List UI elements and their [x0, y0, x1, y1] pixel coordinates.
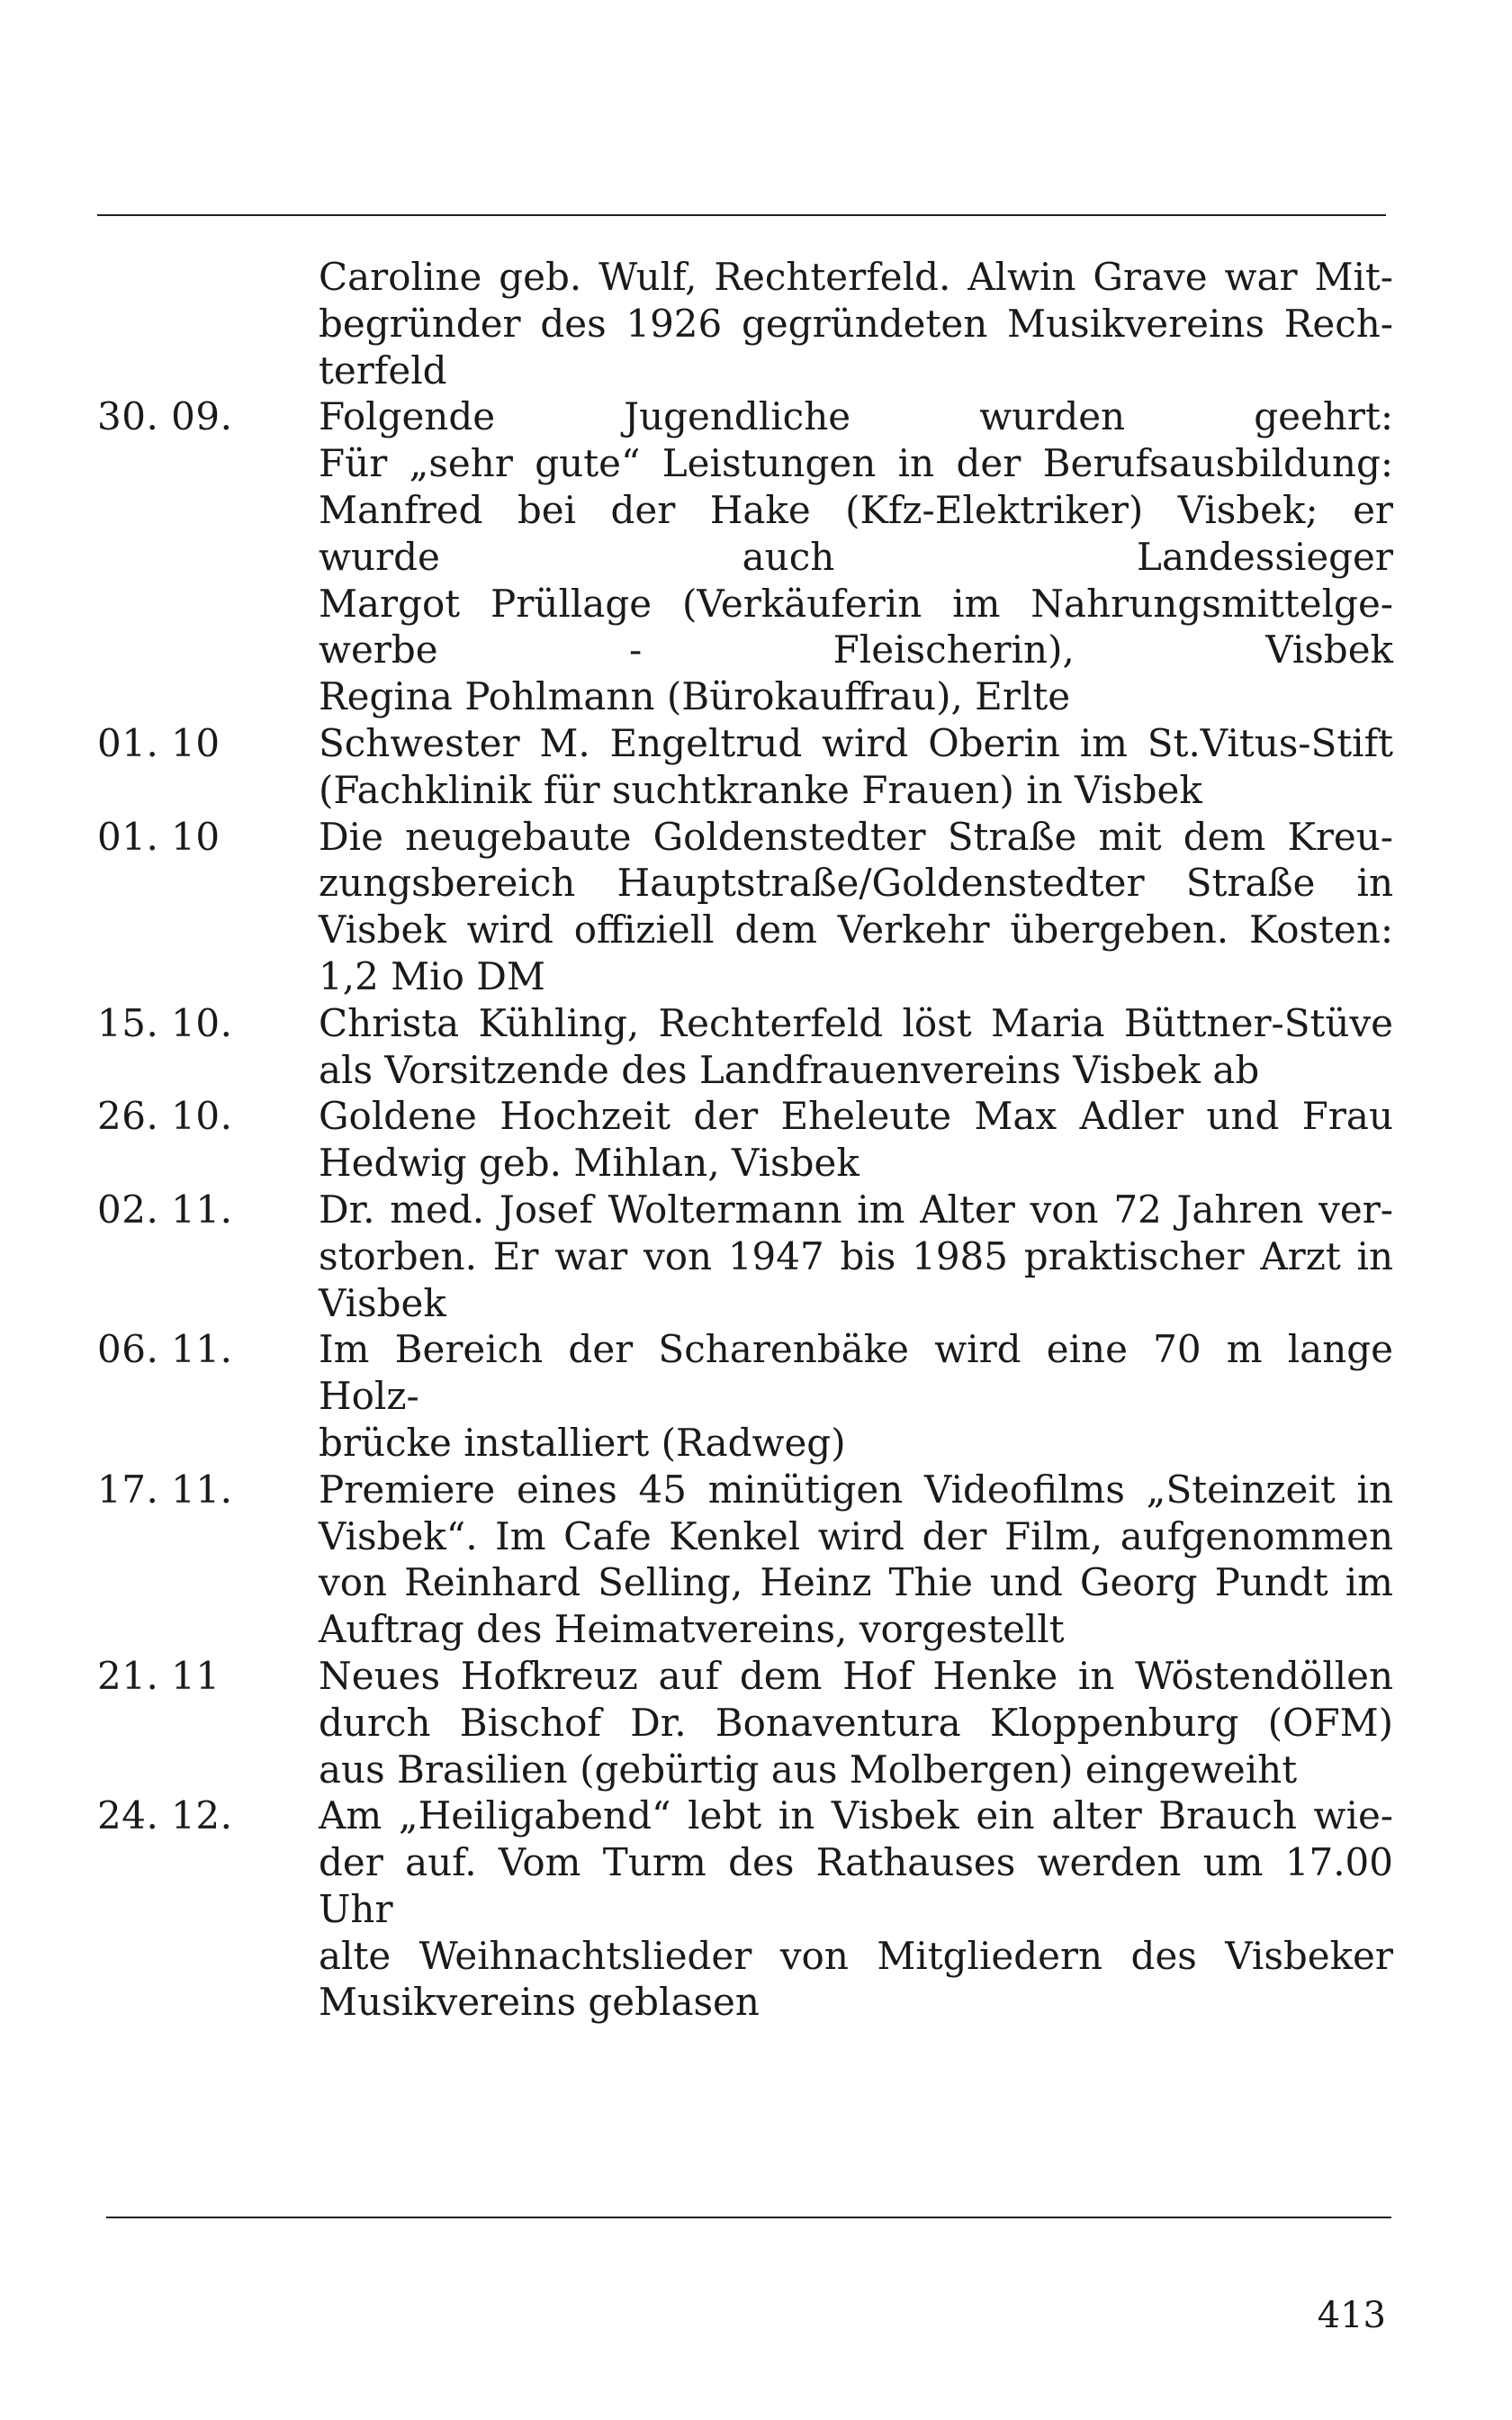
- entry-text: [319, 1326, 1393, 1466]
- entry-text-line: brücke installiert (Radweg): [319, 1420, 846, 1465]
- entry-date: 17. 11.: [97, 1467, 233, 1512]
- entry-date: 30. 09.: [97, 394, 233, 439]
- entry-text-line: begründer des 1926 gegründeten Musikvereins Rech-: [319, 301, 1393, 346]
- chronicle-entry: [97, 393, 1393, 720]
- entry-text-line: Folgende Jugendliche wurden geehrt:: [319, 394, 1393, 439]
- entry-text-line: storben. Er war von 1947 bis 1985 praktischer Arzt in: [319, 1233, 1393, 1278]
- entry-text-line: Premiere eines 45 minütigen Videofilms „Steinzeit in: [319, 1467, 1393, 1512]
- entry-text: [319, 1000, 1393, 1094]
- entry-text-line: Margot Prüllage (Verkäuferin im Nahrungsmittelge-: [319, 581, 1393, 626]
- chronicle-entry: [97, 254, 1393, 393]
- entry-date: 06. 11.: [97, 1327, 233, 1372]
- chronicle-entry: [97, 814, 1393, 1000]
- entry-text-line: alte Weihnachtslieder von Mitgliedern des Visbeker: [319, 1933, 1393, 1978]
- chronicle-entry: [97, 1326, 1393, 1466]
- entry-text-line: terfeld: [319, 348, 447, 393]
- entry-date: 01. 10: [97, 720, 220, 765]
- entry-text-line: Auftrag des Heimatvereins, vorgestellt: [319, 1607, 1065, 1652]
- entry-text-line: (Fachklinik für suchtkranke Frauen) in Visbek: [319, 767, 1202, 812]
- entry-date: 26. 10.: [97, 1094, 233, 1139]
- entry-text-line: als Vorsitzende des Landfrauenvereins Visbek ab: [319, 1047, 1260, 1092]
- entry-date: 21. 11: [97, 1653, 220, 1698]
- entry-text-line: Caroline geb. Wulf, Rechterfeld. Alwin Grave war Mit-: [319, 255, 1393, 299]
- chronicle-entry: [97, 1000, 1393, 1094]
- entry-text: [319, 1187, 1393, 1326]
- entry-text-line: Manfred bei der Hake (Kfz-Elektriker) Visbek; er: [319, 487, 1393, 532]
- entry-text-line: zungsbereich Hauptstraße/Goldenstedter Straße in: [319, 861, 1393, 906]
- entry-date: 15. 10.: [97, 1000, 233, 1045]
- entry-text-line: Am „Heiligabend“ lebt in Visbek ein alter Brauch wie-: [319, 1793, 1393, 1838]
- entry-text: [319, 1093, 1393, 1187]
- entry-date: 24. 12.: [97, 1793, 233, 1838]
- chronicle-entry: [97, 720, 1393, 814]
- entry-text-line: von Reinhard Selling, Heinz Thie und Georg Pundt im: [319, 1560, 1393, 1605]
- chronicle-list: [97, 254, 1393, 2026]
- entry-text: [319, 1792, 1393, 2026]
- entry-text-line: 1,2 Mio DM: [319, 953, 545, 998]
- entry-text-line: durch Bischof Dr. Bonaventura Kloppenburg (OFM): [319, 1700, 1393, 1745]
- entry-date: 02. 11.: [97, 1187, 233, 1232]
- entry-text: [319, 1653, 1393, 1792]
- entry-text: [319, 720, 1393, 814]
- entry-text: [319, 1467, 1393, 1653]
- entry-text-line: werbe - Fleischerin), Visbek: [319, 628, 1393, 673]
- entry-text-line: aus Brasilien (gebürtig aus Molbergen) eingeweiht: [319, 1747, 1298, 1792]
- chronicle-entry: [97, 1093, 1393, 1187]
- entry-date: 01. 10: [97, 814, 220, 859]
- entry-text-line: Visbek: [319, 1280, 446, 1325]
- top-rule: [97, 214, 1386, 216]
- entry-text-line: Regina Pohlmann (Bürokauffrau), Erlte: [319, 674, 1071, 719]
- entry-text-line: Visbek“. Im Cafe Kenkel wird der Film, aufgenommen: [319, 1513, 1393, 1558]
- entry-text-line: Die neugebaute Goldenstedter Straße mit dem Kreu-: [319, 814, 1393, 859]
- chronicle-entry: [97, 1187, 1393, 1326]
- entry-text-line: Dr. med. Josef Woltermann im Alter von 72 Jahren ver-: [319, 1187, 1393, 1232]
- entry-text-line: Für „sehr gute“ Leistungen in der Berufsausbildung:: [319, 441, 1393, 486]
- entry-text-line: Neues Hofkreuz auf dem Hof Henke in Wöstendöllen: [319, 1653, 1393, 1698]
- entry-text-line: Schwester M. Engeltrud wird Oberin im St.Vitus-Stift: [319, 720, 1393, 765]
- chronicle-entry: [97, 1467, 1393, 1653]
- entry-text-line: Hedwig geb. Mihlan, Visbek: [319, 1141, 860, 1186]
- chronicle-entry: [97, 1653, 1393, 1792]
- entry-text: [319, 254, 1393, 393]
- bottom-rule: [106, 2217, 1391, 2218]
- entry-text-line: Christa Kühling, Rechterfeld löst Maria Büttner-Stüve: [319, 1000, 1393, 1045]
- entry-text-line: Musikvereins geblasen: [319, 1980, 760, 2025]
- entry-text-line: Goldene Hochzeit der Eheleute Max Adler und Frau: [319, 1094, 1393, 1139]
- entry-text: [319, 393, 1393, 720]
- entry-text-line: Im Bereich der Scharenbäke wird eine 70 m lange Holz-: [319, 1327, 1393, 1419]
- entry-text-line: der auf. Vom Turm des Rathauses werden um 17.00 Uhr: [319, 1840, 1393, 1931]
- page-number: 413: [1317, 2295, 1386, 2336]
- entry-text: [319, 814, 1393, 1000]
- entry-text-line: wurde auch Landessieger: [319, 534, 1393, 579]
- chronicle-entry: [97, 1792, 1393, 2026]
- entry-text-line: Visbek wird offiziell dem Verkehr übergeben. Kosten:: [319, 908, 1393, 953]
